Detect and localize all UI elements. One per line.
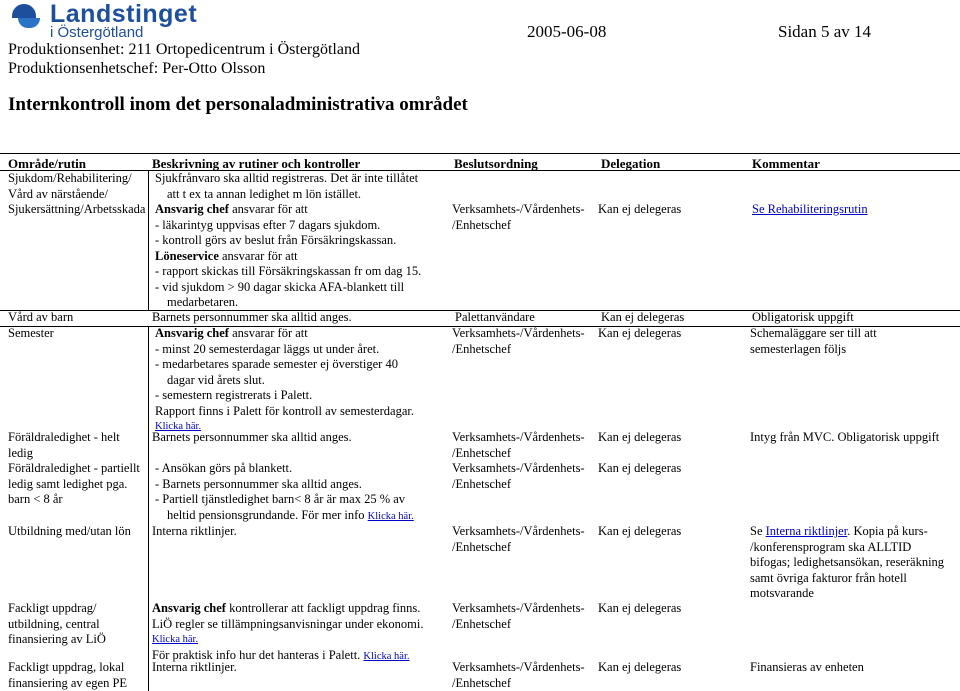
row-description: Sjukfrånvaro ska alltid registreras. Det är inte tillåtet att t ex ta annan ledighet m lön istället. Ansvarig chef ansvarar för att - läkarintyg uppvisas efter 7 dagars sjukdom. - kontroll görs av beslut från Försäkringskassan. Löneservice ansvarar för att - rapport skickas till Försäkringskassan fr om dag 15. - vid sjukdom > 90 dagar skicka AFA-blankett till medarbetaren. xyxy=(155,171,422,309)
row-description: Ansvarig chef ansvarar för att - minst 20 semesterdagar läggs ut under året. - medarbetares sparade semester ej överstiger 40 dagar vid årets slut. - semestern registrerats i Palett. Rapport finns i Palett för kontroll av semesterdagar. Klicka här. xyxy=(155,326,414,432)
row-comment: Schemaläggare ser till att semesterlagen följs xyxy=(750,326,877,356)
logo-text-sub: i Östergötland xyxy=(50,24,144,41)
page-title: Internkontroll inom det personaladministrativa området xyxy=(8,94,468,115)
row-area: Fackligt uppdrag, lokal finansiering av egen PE xyxy=(8,660,128,690)
row-description: Interna riktlinjer. xyxy=(152,660,237,674)
row-decision: Verksamhets-/Vårdenhets- /Enhetschef xyxy=(452,461,585,491)
document-date: 2005-06-08 xyxy=(527,22,607,41)
row-decision: Verksamhets-/Vårdenhets- /Enhetschef xyxy=(452,660,585,690)
production-unit: Produktionsenhet: 211 Ortopedicentrum i Östergötland xyxy=(8,41,360,58)
palett-info-link[interactable]: Klicka här. xyxy=(363,650,410,662)
table-top-border xyxy=(0,153,960,154)
row-comment: Intyg från MVC. Obligatorisk uppgift xyxy=(750,430,940,444)
row-delegation: Kan ej delegeras xyxy=(598,202,682,216)
column-divider xyxy=(148,327,149,691)
row-area: Semester xyxy=(8,326,54,340)
logo-text-main: Landstinget xyxy=(50,0,198,28)
row-delegation: Kan ej delegeras xyxy=(598,461,682,475)
row-area: Utbildning med/utan lön xyxy=(8,524,131,538)
row-comment: Obligatorisk uppgift xyxy=(752,310,854,324)
col-header-comment: Kommentar xyxy=(752,156,820,171)
row-comment: Se Interna riktlinjer. Kopia på kurs- /konferensprogram ska ALLTID bifogas; ledighetsansökan, reseräkning samt övriga fakturor från hotell motsvarande xyxy=(750,524,945,600)
row-area: Fackligt uppdrag/ utbildning, central finansiering av LiÖ xyxy=(8,601,106,646)
row-decision: Palettanvändare xyxy=(455,310,535,324)
logo xyxy=(8,2,197,40)
col-header-area: Område/rutin xyxy=(8,156,86,171)
parental-info-link[interactable]: Klicka här. xyxy=(367,510,414,522)
row-decision: Verksamhets-/Vårdenhets- /Enhetschef xyxy=(452,524,585,554)
row-delegation: Kan ej delegeras xyxy=(598,430,682,444)
row-decision: Verksamhets-/Vårdenhets- /Enhetschef xyxy=(452,202,585,232)
row-area: Vård av barn xyxy=(8,310,74,324)
row-delegation: Kan ej delegeras xyxy=(598,660,682,674)
row-delegation: Kan ej delegeras xyxy=(598,326,682,340)
row-decision: Verksamhets-/Vårdenhets- /Enhetschef xyxy=(452,326,585,356)
col-header-decision: Beslutsordning xyxy=(454,156,538,171)
row-area: Föräldraledighet - helt ledig xyxy=(8,430,120,460)
lio-rules-link[interactable]: Klicka här. xyxy=(152,634,199,645)
row-decision: Verksamhets-/Vårdenhets- /Enhetschef xyxy=(452,430,585,460)
semester-report-link[interactable]: Klicka här. xyxy=(155,421,202,432)
row-description: Barnets personnummer ska alltid anges. xyxy=(152,430,352,444)
row-delegation: Kan ej delegeras xyxy=(598,524,682,538)
col-header-description: Beskrivning av rutiner och kontroller xyxy=(152,156,361,171)
column-divider xyxy=(148,170,149,310)
row-description: Ansvarig chef kontrollerar att fackligt uppdrag finns. LiÖ regler se tillämpningsanvisningar under ekonomi. Klicka här. För praktisk info hur det hanteras i Palett. Klicka här. xyxy=(152,601,424,662)
internal-guidelines-link[interactable]: Interna riktlinjer xyxy=(765,524,848,538)
page-number: Sidan 5 av 14 xyxy=(778,22,872,41)
row-area: Föräldraledighet - partiellt ledig samt ledighet pga. barn < 8 år xyxy=(8,461,140,506)
row-decision: Verksamhets-/Vårdenhets- /Enhetschef xyxy=(452,601,585,631)
row-comment: Finansieras av enheten xyxy=(750,660,864,674)
row-area: Sjukdom/Rehabilitering/ Vård av närstående/ Sjukersättning/Arbetsskada xyxy=(8,171,146,216)
row-description: Interna riktlinjer. xyxy=(152,524,237,538)
row-delegation: Kan ej delegeras xyxy=(601,310,685,324)
row-description: - Ansökan görs på blankett. - Barnets personnummer ska alltid anges. - Partiell tjänstledighet barn< 8 år är max 25 % av heltid pensionsgrundande. För mer info Klicka här. xyxy=(155,461,414,522)
row-delegation: Kan ej delegeras xyxy=(598,601,682,615)
rehab-routine-link[interactable]: Se Rehabiliteringsrutin xyxy=(752,202,868,216)
row-description: Barnets personnummer ska alltid anges. xyxy=(152,310,352,324)
logo-icon xyxy=(8,2,48,30)
col-header-delegation: Delegation xyxy=(601,156,661,171)
production-unit-chief: Produktionsenhetschef: Per-Otto Olsson xyxy=(8,60,266,77)
